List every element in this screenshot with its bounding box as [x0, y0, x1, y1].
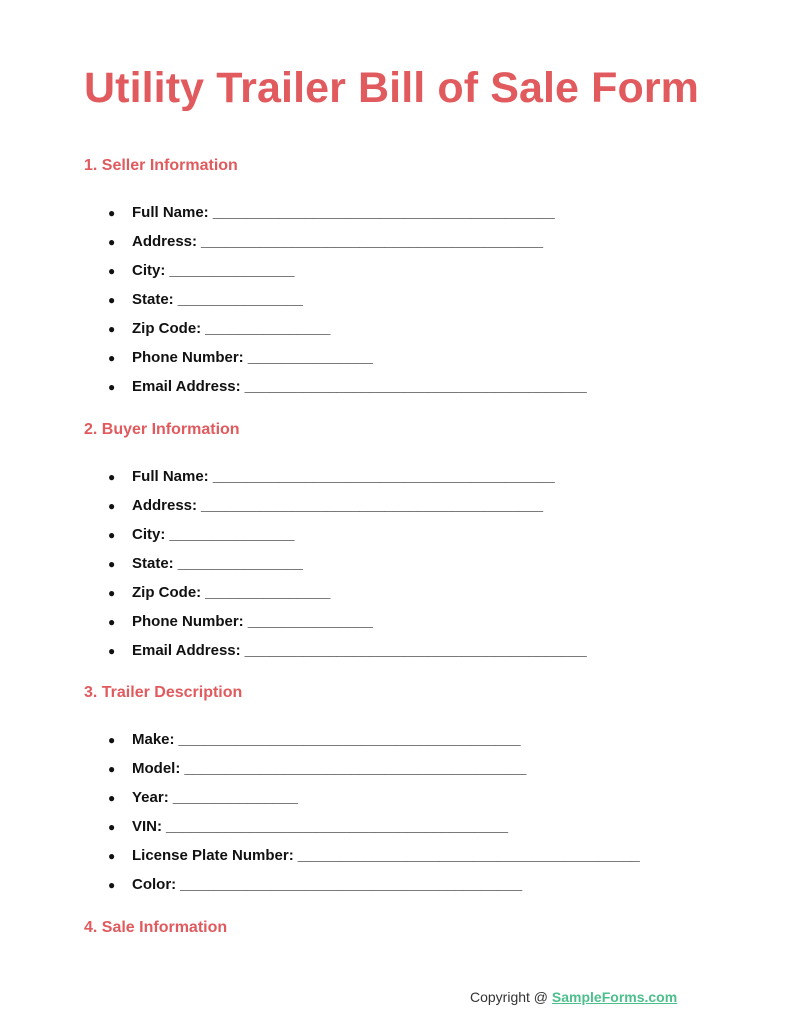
- field-label: Model:: [132, 760, 181, 777]
- field-label: Phone Number:: [132, 349, 244, 366]
- field-label: Phone Number:: [132, 613, 244, 630]
- field-label: Address:: [132, 497, 198, 514]
- list-item: [108, 496, 587, 525]
- fill-in-line[interactable]: _______________: [177, 555, 303, 572]
- field-label: Year:: [132, 789, 169, 806]
- bullet-icon: ●: [108, 878, 116, 892]
- fill-in-line[interactable]: _________________________________________: [244, 642, 587, 659]
- list-item: [108, 467, 587, 496]
- bullet-icon: ●: [108, 791, 116, 805]
- list-item: [108, 348, 587, 377]
- field-label: Zip Code:: [132, 584, 202, 601]
- fill-in-line[interactable]: _________________________________________: [212, 204, 555, 221]
- section-heading-seller: 1. Seller Information: [84, 157, 238, 174]
- bullet-icon: ●: [108, 615, 116, 629]
- fill-in-line[interactable]: _________________________________________: [244, 378, 587, 395]
- field-label: State:: [132, 291, 174, 308]
- fill-in-line[interactable]: _________________________________________: [212, 468, 555, 485]
- list-item: [108, 612, 587, 641]
- list-item: [108, 583, 587, 612]
- fill-in-line[interactable]: _________________________________________: [201, 233, 544, 250]
- fill-in-line[interactable]: _______________: [247, 613, 373, 630]
- fill-in-line[interactable]: _________________________________________: [297, 847, 640, 864]
- fill-in-line[interactable]: _______________: [247, 349, 373, 366]
- bullet-icon: ●: [108, 499, 116, 513]
- section-heading-buyer: 2. Buyer Information: [84, 421, 240, 438]
- field-label: License Plate Number:: [132, 847, 294, 864]
- bullet-icon: ●: [108, 380, 116, 394]
- field-label: City:: [132, 526, 166, 543]
- field-label: Zip Code:: [132, 320, 202, 337]
- field-label: Full Name:: [132, 468, 209, 485]
- footer-prefix: Copyright @: [470, 989, 552, 1005]
- fill-in-line[interactable]: _______________: [169, 526, 295, 543]
- field-label: Color:: [132, 876, 177, 893]
- bullet-icon: ●: [108, 586, 116, 600]
- fill-in-line[interactable]: _________________________________________: [166, 818, 509, 835]
- bullet-icon: ●: [108, 644, 116, 658]
- fill-in-line[interactable]: _________________________________________: [180, 876, 523, 893]
- field-label: Full Name:: [132, 204, 209, 221]
- buyer-field-list: [108, 467, 587, 670]
- bullet-icon: ●: [108, 528, 116, 542]
- bullet-icon: ●: [108, 351, 116, 365]
- fill-in-line[interactable]: _________________________________________: [201, 497, 544, 514]
- field-label: Email Address:: [132, 642, 241, 659]
- bullet-icon: ●: [108, 264, 116, 278]
- list-item: [108, 817, 640, 846]
- bullet-icon: ●: [108, 470, 116, 484]
- field-label: Make:: [132, 731, 175, 748]
- bullet-icon: ●: [108, 235, 116, 249]
- footer-copyright: [470, 989, 677, 1005]
- list-item: [108, 203, 587, 232]
- fill-in-line[interactable]: _________________________________________: [184, 760, 527, 777]
- list-item: [108, 759, 640, 788]
- bullet-icon: ●: [108, 322, 116, 336]
- trailer-field-list: [108, 730, 640, 904]
- field-label: State:: [132, 555, 174, 572]
- section-heading-sale: 4. Sale Information: [84, 919, 228, 936]
- fill-in-line[interactable]: _______________: [177, 291, 303, 308]
- list-item: [108, 875, 640, 904]
- fill-in-line[interactable]: _______________: [169, 262, 295, 279]
- field-label: City:: [132, 262, 166, 279]
- section-heading-trailer: 3. Trailer Description: [84, 684, 243, 701]
- list-item: [108, 554, 587, 583]
- list-item: [108, 641, 587, 670]
- list-item: [108, 232, 587, 261]
- seller-field-list: [108, 203, 587, 406]
- bullet-icon: ●: [108, 733, 116, 747]
- bullet-icon: ●: [108, 849, 116, 863]
- list-item: [108, 377, 587, 406]
- field-label: Address:: [132, 233, 198, 250]
- list-item: [108, 290, 587, 319]
- list-item: [108, 788, 640, 817]
- list-item: [108, 525, 587, 554]
- page-title: Utility Trailer Bill of Sale Form: [84, 64, 699, 112]
- bullet-icon: ●: [108, 293, 116, 307]
- fill-in-line[interactable]: _________________________________________: [178, 731, 521, 748]
- field-label: VIN:: [132, 818, 162, 835]
- fill-in-line[interactable]: _______________: [205, 320, 331, 337]
- bullet-icon: ●: [108, 557, 116, 571]
- fill-in-line[interactable]: _______________: [172, 789, 298, 806]
- bullet-icon: ●: [108, 820, 116, 834]
- bullet-icon: ●: [108, 762, 116, 776]
- footer-brand-link[interactable]: SampleForms.com: [551, 989, 678, 1005]
- list-item: [108, 846, 640, 875]
- field-label: Email Address:: [132, 378, 241, 395]
- fill-in-line[interactable]: _______________: [205, 584, 331, 601]
- bullet-icon: ●: [108, 206, 116, 220]
- list-item: [108, 730, 640, 759]
- list-item: [108, 319, 587, 348]
- list-item: [108, 261, 587, 290]
